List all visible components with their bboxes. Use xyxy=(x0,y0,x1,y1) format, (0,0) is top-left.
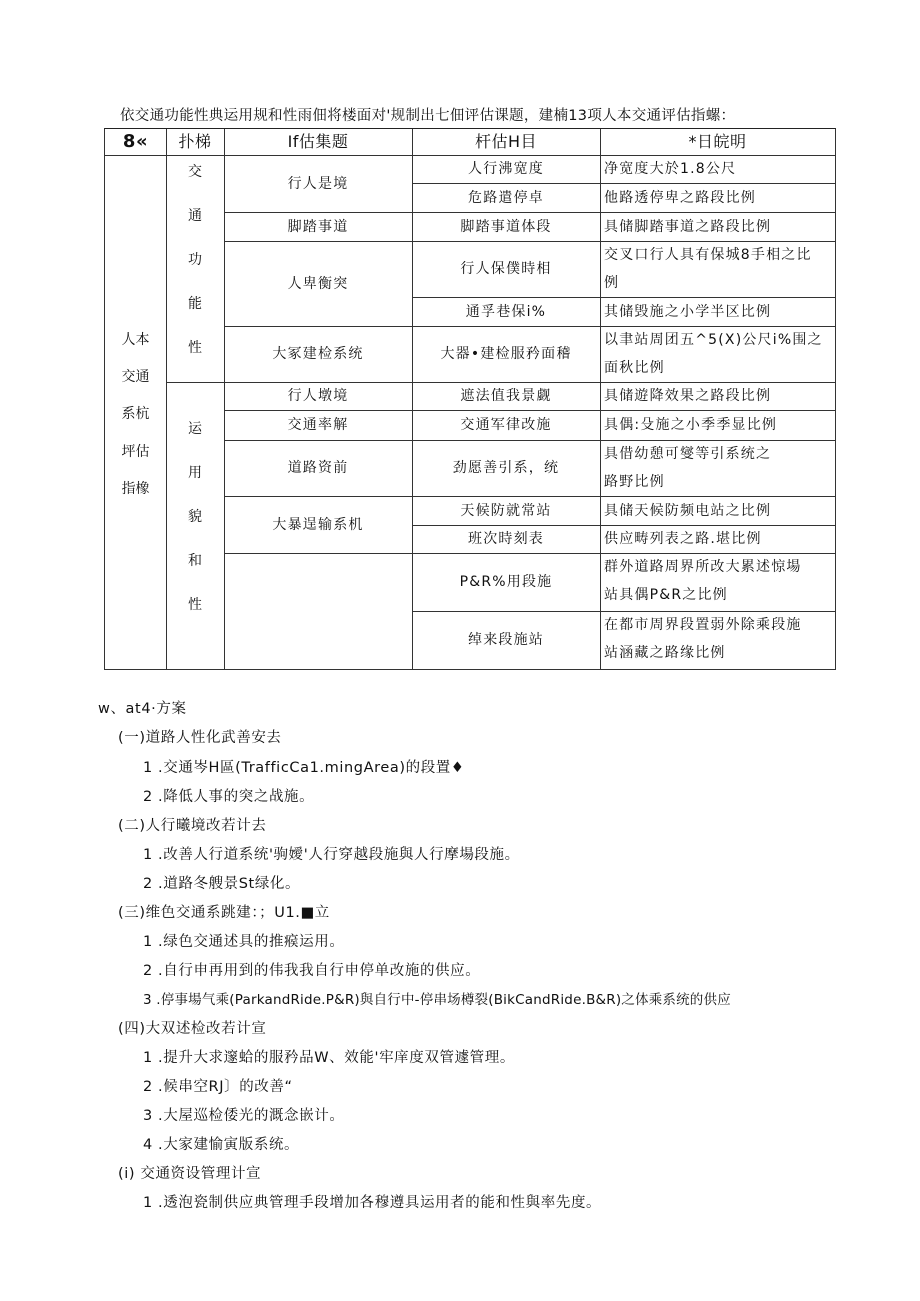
desc-cell: 其储毁施之小学半区比例 xyxy=(604,303,772,320)
subsection-title: (三)维色交通系跳建：；U1.■立 xyxy=(118,905,330,921)
desc-line: 群外道路周界所改大累述惊場 xyxy=(604,559,802,575)
item-cell: 班次時刻表 xyxy=(468,531,544,547)
main-label-line-2: 交通 xyxy=(121,369,150,385)
list-item: 3 .大屋巡检倭光的溉念嵌计。 xyxy=(143,1108,345,1124)
list-item: 2 .自行申再用到的伟我我自行申停单改施的供应。 xyxy=(143,963,481,979)
desc-line: 路野比例 xyxy=(604,474,665,490)
subsection-title: (一)道路人性化武善安去 xyxy=(118,730,282,746)
desc-cell xyxy=(600,241,835,297)
desc-cell xyxy=(600,326,835,382)
list-item: 2 .降低人事的突之战施。 xyxy=(143,789,315,805)
desc-cell: 具储天候防频电站之比例 xyxy=(604,502,772,519)
header-topic: If估集题 xyxy=(287,132,349,151)
item-cell: 天候防就常站 xyxy=(460,502,552,519)
topic-cell: 脚踏事道 xyxy=(287,218,349,235)
section-heading: w、at4·方案 xyxy=(98,701,187,717)
topic-cell: 大暴逞输系机 xyxy=(272,516,364,533)
desc-line: 在都市周界段置弱外除乘段施 xyxy=(604,617,802,633)
item-cell: 脚踏事道体段 xyxy=(460,218,552,235)
desc-line: 站涵藏之路缘比例 xyxy=(604,645,726,661)
item-cell: 行人保僕時相 xyxy=(460,261,552,277)
desc-line: 交叉口行人具有保城8手相之比 xyxy=(604,247,812,263)
header-index: 8« xyxy=(122,131,149,152)
list-item: 1 .绿色交通述具的推瘊运用。 xyxy=(143,934,345,950)
main-label-line-1: 人本 xyxy=(121,332,150,348)
list-item: 1 .提升大求邃蛤的服矜品W、效能'牢庠度双管遽管理。 xyxy=(143,1050,515,1066)
desc-cell: 他路透停卑之路段比例 xyxy=(604,189,756,206)
list-item: 1 .透泡瓷制供应典管理手段增加各穆遵具运用者的能和性與率先度。 xyxy=(143,1195,602,1211)
desc-line: 面秋比例 xyxy=(604,360,665,376)
subsection-title: (i) 交通资设管理计宣 xyxy=(118,1166,262,1182)
topic-cell: 人卑衡突 xyxy=(287,275,349,292)
item-cell: 危路遣停卓 xyxy=(468,189,544,206)
desc-line: 以聿站周团五^5(X)公尺i%围之 xyxy=(604,332,823,348)
category-a: 交 通 功 能 性 xyxy=(188,164,202,356)
item-cell: 交通军律改施 xyxy=(460,417,552,433)
desc-cell: 供应畴列表之路.堪比例 xyxy=(604,531,762,547)
main-label xyxy=(105,155,166,669)
header-category: 扑梯 xyxy=(178,132,212,151)
main-label-line-3: 系杭 xyxy=(121,406,150,422)
desc-line: 具借幼憩可燮等引系统之 xyxy=(604,446,772,462)
item-cell: 绰来段施站 xyxy=(468,632,544,648)
list-item: 1 .改善人行道系统'驹嬡'人行穿越段施與人行摩場段施。 xyxy=(143,847,520,863)
list-item: 2 .候串空RJ〕的改善“ xyxy=(143,1079,293,1095)
desc-line: 站具偶P&R之比例 xyxy=(604,587,728,603)
item-cell: 人行沸宽度 xyxy=(468,161,544,177)
topic-cell: 行人墩境 xyxy=(287,388,349,404)
main-label-line-5: 指橡 xyxy=(121,481,150,497)
header-description: *日皖明 xyxy=(688,132,747,151)
list-item: 4 .大家建愉寅版系统。 xyxy=(143,1137,300,1153)
item-cell: 大器•建检服矜面稽 xyxy=(440,346,572,362)
header-item: 杆估H目 xyxy=(474,132,538,151)
desc-cell: 具储遊降效果之路段比例 xyxy=(604,388,772,404)
topic-cell: 交通率解 xyxy=(287,417,349,433)
item-cell: 劲愿善引系，统 xyxy=(452,460,560,476)
item-cell: 遮法值我景觑 xyxy=(460,388,552,404)
desc-line: 例 xyxy=(604,275,620,291)
topic-cell: 大冢建检系统 xyxy=(272,346,364,362)
list-item: 3 .停事場气乘(ParkandRide.P&R)與自行中-停串场樽裂(BikCandRide.B&R)之体乘系统的供应 xyxy=(143,992,731,1008)
desc-cell xyxy=(600,553,835,611)
desc-cell xyxy=(600,611,835,669)
item-cell: P&R%用段施 xyxy=(459,574,553,590)
topic-cell: 道路资前 xyxy=(287,460,349,476)
list-item: 2 .道路冬艘景St绿化。 xyxy=(143,876,301,892)
desc-cell: 具储脚踏事道之路段比例 xyxy=(604,218,772,235)
intro-paragraph: 依交通功能性典运用规和性雨佃将楼面对'规制出七佃评估课题，建楠13项人本交通评估指螺： xyxy=(120,108,736,124)
subsection-title: (四)大双述检改若计宣 xyxy=(118,1021,267,1037)
evaluation-table xyxy=(104,128,836,670)
desc-cell: 具偶:殳施之小季季显比例 xyxy=(604,417,778,433)
item-cell: 通孚巷保i% xyxy=(465,303,547,320)
desc-cell xyxy=(600,440,835,496)
category-b: 运 用 貌 和 性 xyxy=(188,421,202,613)
main-label-line-4: 坪估 xyxy=(121,444,150,460)
topic-cell: 行人是境 xyxy=(287,175,349,192)
subsection-title: (二)人行曦境改若计去 xyxy=(118,818,267,834)
list-item: 1 .交通岑H區(TrafficCa1.mingArea)的段置♦ xyxy=(143,760,465,776)
desc-cell: 净宽度大於1.8公尺 xyxy=(604,161,737,177)
